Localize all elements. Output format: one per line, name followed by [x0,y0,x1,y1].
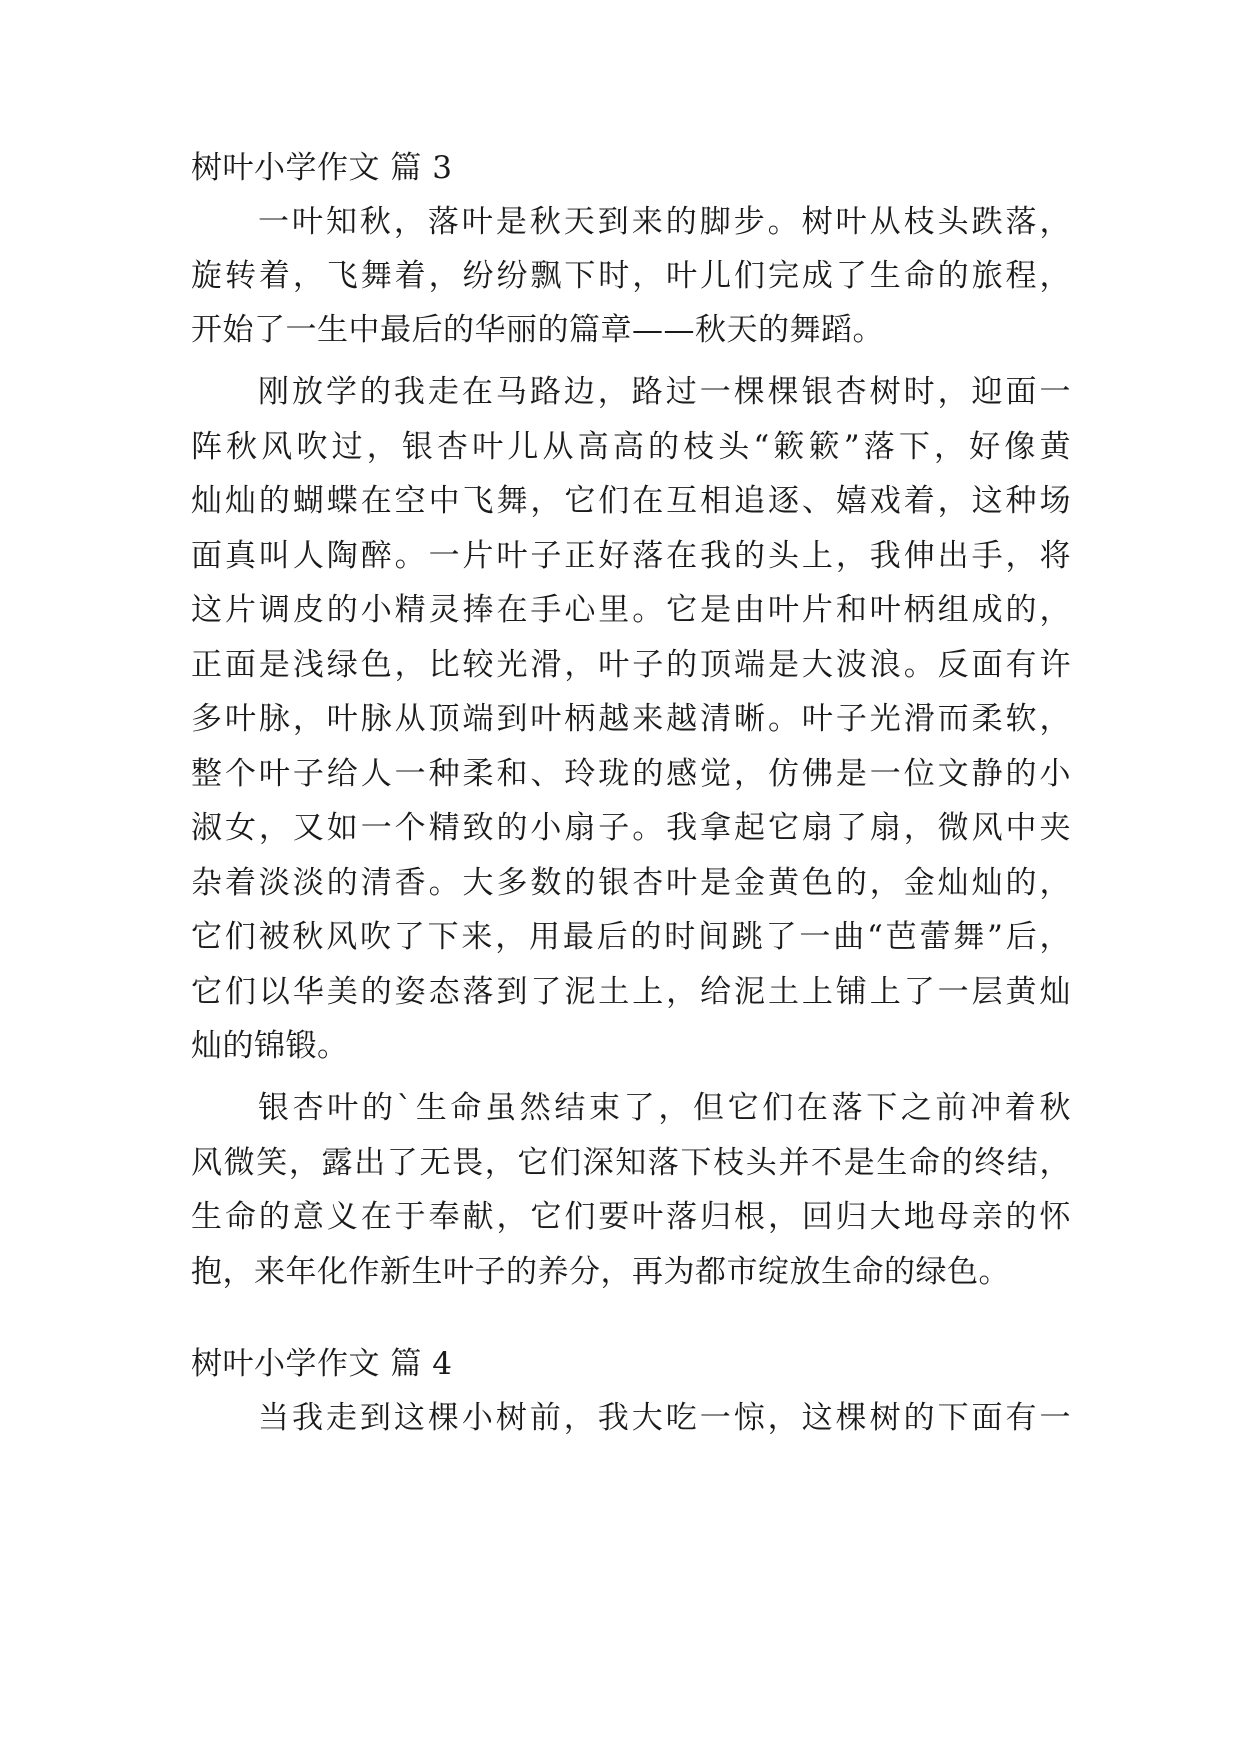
text-line: 灿灿的蝴蝶在空中飞舞，它们在互相追逐、嬉戏着，这种场 [191,483,1071,519]
section-heading: 树叶小学作文 篇 4 [191,1346,453,1382]
text-line: 抱，来年化作新生叶子的养分，再为都市绽放生命的绿色。 [191,1254,1010,1290]
text-line: 正面是浅绿色，比较光滑，叶子的顶端是大波浪。反面有许 [191,647,1071,683]
text-line: 开始了一生中最后的华丽的篇章——秋天的舞蹈。 [191,312,884,348]
text-line: 整个叶子给人一种柔和、玲珑的感觉，仿佛是一位文静的小 [191,756,1071,792]
text-line: 刚放学的我走在马路边，路过一棵棵银杏树时，迎面一 [258,374,1071,410]
text-line: 面真叫人陶醉。一片叶子正好落在我的头上，我伸出手，将 [191,538,1071,574]
text-line: 这片调皮的小精灵捧在手心里。它是由叶片和叶柄组成的， [191,592,1071,628]
text-line: 它们被秋风吹了下来，用最后的时间跳了一曲“芭蕾舞”后， [191,919,1071,955]
text-line: 旋转着，飞舞着，纷纷飘下时，叶儿们完成了生命的旅程， [191,258,1071,294]
text-line: 当我走到这棵小树前，我大吃一惊，这棵树的下面有一 [258,1400,1071,1436]
text-line: 它们以华美的姿态落到了泥土上，给泥土上铺上了一层黄灿 [191,974,1071,1010]
text-line: 淑女，又如一个精致的小扇子。我拿起它扇了扇，微风中夹 [191,810,1071,846]
text-line: 阵秋风吹过，银杏叶儿从高高的枝头“簌簌”落下，好像黄 [191,429,1071,465]
section-heading: 树叶小学作文 篇 3 [191,150,453,186]
text-line: 风微笑，露出了无畏，它们深知落下枝头并不是生命的终结， [191,1145,1071,1181]
text-line: 银杏叶的`生命虽然结束了，但它们在落下之前冲着秋 [258,1090,1071,1126]
text-line: 一叶知秋，落叶是秋天到来的脚步。树叶从枝头跌落， [258,204,1071,240]
text-line: 灿的锦锻。 [191,1028,349,1064]
text-line: 多叶脉，叶脉从顶端到叶柄越来越清晰。叶子光滑而柔软， [191,701,1071,737]
text-line: 杂着淡淡的清香。大多数的银杏叶是金黄色的，金灿灿的， [191,865,1071,901]
text-line: 生命的意义在于奉献，它们要叶落归根，回归大地母亲的怀 [191,1199,1071,1235]
